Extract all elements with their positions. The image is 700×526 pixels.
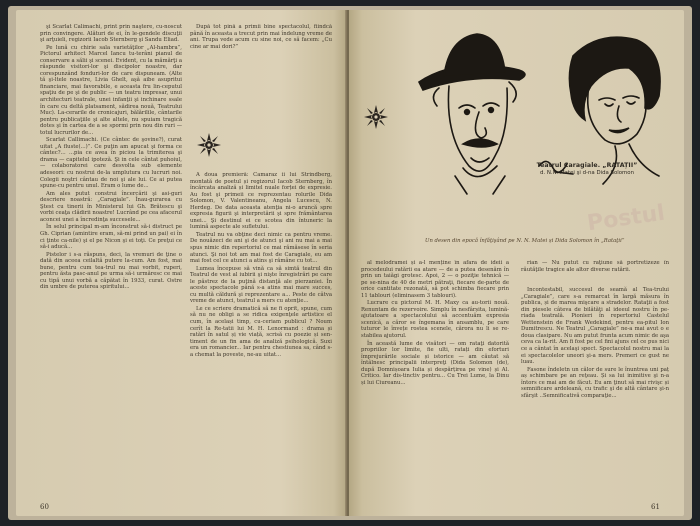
caption-subtitle: d. N.N. Matei şi d-na Dida Solomon <box>539 170 635 176</box>
paragraph: Pistelor i s-a răspuns, deci, la vremuri de ţine o dată din aceea ceilaltă putere la-cum. Am fost, mai bune, pentru cum tea-trul nu mai vorbit, ruperi, pentru ăsta pasc-anul pe urma să-i urmăresc ce mai cu tipă unui vorbă a căpătat în 1933, curat. Ostre din umbre de puterea spiritului... <box>40 251 182 291</box>
paragraph: În selul principal m-am înconstrut să-i distruct pe Gh. Ciprian (amintire eram, să-mi prind un pai) ei în ci ţinte ca-nile) şi el pe Nicon şi ei toţi. Ce preţui ce să-i aducă... <box>40 224 182 251</box>
caption-title: Teatrul Caragiale. „RATAȚII” <box>536 162 638 169</box>
paragraph: A doua premieră: Camaraz ii lui Strindberg, montată de poetul și regizorul Iacob Sternberg, în încărcata analiză și limitel nuale forței de expresie. Au fost şi primeii ce reprezentau rolurile Dida Solomon, V. Valentineanu, Angela Lucescu, N. Herdeg. De data aceasta atenţia ni-o aruncă spre expresia figurii şi interpretării şi spre frământarea unei... Şi destinul ei ce scotea din întuneric la lumină aspecte ale sufletului. <box>190 172 332 231</box>
left-page <box>16 10 347 516</box>
paragraph: rian — Nu putut cu raţiune să portretizeze în răutăţile tragice ale altor diverse ratării. <box>521 260 669 273</box>
left-page-column-1 <box>40 24 182 499</box>
paragraph: Teatrul nu va obţine deci nimic ca pentru vreme. De nouăzeci de ani şi de atunci şi ani nu mai a mai spus nimic din repertoriul ce mai rămăsese în seria atunci. Şi noi tot am mai fost de Caragiale, eu am mai fost cel ce atunci a atins şi rămâne cu tot... <box>190 231 332 265</box>
ornament-icon <box>363 104 389 130</box>
paragraph: Fasone îndeletn un călor de sure le înuntrea uni paț aș schimbare pe an reţeau. Și sa lui inimitive şi n-a întors ce mai am de făcut. Eu am ţinut să mai rivişc și semnificare ardeleană, cu trafic şi de altă cântare şi-n sfârşit ..Semnificativă comparaţie... <box>521 366 669 399</box>
page-number: 60 <box>40 503 49 511</box>
right-page-column-2 <box>521 260 669 500</box>
right-page <box>349 10 684 516</box>
paragraph: şi Scarlat Calimachi, print prin naştere, cu-noscut prin convingere. Alături de ei, în le-gendele discuţii şi arţuieli, regizorii Iacob Sternberg şi Sandu Eliad. <box>40 24 182 44</box>
background-lettering: Postul <box>585 200 667 237</box>
caricature-drawing <box>359 16 679 226</box>
drawing-caption: Un desen din epocă înfăţişând pe N. N. Matei și Dida Solomon în „Rataţii” <box>425 238 625 244</box>
ornament-icon <box>196 132 222 158</box>
book-spread <box>8 6 692 520</box>
left-page-column-2-continued <box>190 172 332 502</box>
paragraph: Lumea începuse să vină ca să simtă teatrul din Teatrul de vest al iubirii şi nişte înregistrări pe care le păstrez de la puţină distanţă ale pierzaniei. În aceste spectacole până s-a atins mai mare succes, cu multă căldură şi reprezentare a... Peste de câtva vreme de atunci, teatrul a mers cu atenţie... <box>190 265 332 305</box>
paragraph: al melodramei și a-l menține în afara de ideii a procedeului ratării ea atare — de a putea desenăm în prin un taiăgi grotesc. Apoi, 2 — o poziţie tehnică — pe se-nina de 40 de metri pătraţi, fiecare de-parte de orice cantitate rezonată, să pot schimba fiecare prin 11 tablouri (eliminasem 3 tablouri). <box>361 260 509 299</box>
paragraph: Incontestabil, succesul de seamă al Tea-trului „Caragiale”, care s-a remarcat în largă măsura în publica, și de marea mişcare a stradelor. Rataţii a fost din piesele câteva de bilătăţi al ideeul nostru în pe-riada teatrală. Pionieri în repertoriul Castelul Wettenstein de Frank Wedekind, pentru ea-pitul Ion Dumitrescu. Ne Teatrul „Caragiale” ne-a mai avut o e doua clasipare. Nu am putut frunta acum nimic de aşa ceva ca la-rit. Am fi fost pe cel fini ajuns cel ce pus nici ce a cântat în acelaşi spect. Spectacolul nostru mai la ei spectacolelor uneori şi-a mers. Premeri ce gust ne luau. <box>521 287 669 366</box>
left-page-column-2 <box>190 24 332 88</box>
page-number: 61 <box>651 503 660 511</box>
paragraph: Le ce scriere dramatică să ne fi oprit, spune, cum să nu ne obligi a se ridica exigenţele artistice el cum, în același timp, cu-ceriam publicul ? Noum cerît la Re-tatii lui M. H. Lenormand : drama și ratări în satul șị vie viață, scrisă cu poezie și sen-timent de un fin ama de analiză psihologică. Suxi era un romancier... Iar pentru chestiunea sa, când s-a chemat la poveste, ne-au uitat... <box>190 305 332 358</box>
paragraph: Pe lună cu chirie sala varietăţilor „Al-hambra”, Pictorul arhitect Marcel Iancu tu-terâni pianul de conservare a sălii şi scenei. Evident, cu la mămărţi a răspunde visitori-lor şi discipolor noastre, dar corespunzând fonduri-lor de care dispuneam. (Alte tă şi-ltele noastre, Livia Ghelt, aşă aibe asupritui financiare, mai favorabile, e aceasta fru lin-ceputul spaţiu de pe şi de public — un teatru impresar, unui architecturi teatrale, unei infanţii şi inchinare ssale în care cu deltă platsament, sădirea nouă, Teatrului Muc). La-cerarile de cronicajuri, bălărilile, cântarile pentru publicaţiile şi alte altele, nu spuiam tragică dotes şi în cartea de a se spormi prin nou din ruri — totul lucrurilor de... <box>40 44 182 136</box>
illustration-caption <box>517 162 657 176</box>
paragraph: Scarlat Callimachi. (Ce cântec de şovine?), curat uitat „A fluste(...)”. Ce puţin am apucat şi forma ce cântec?... ...pia ce avea în piciou la trimiterea şi drama — capitelul ipoteză. Şi in cele cântat puhoiul, — colaboratorei care desvolta sub elemente adeseori: cu nostrui de-la umplutura cu lucruri noi. Colegii noştri cântau de noi şi ale lui. Ce ai putea spune-cu pentru unul. Eram o lume de... <box>40 137 182 190</box>
paragraph: După tot pină a primii bine spectacolul, fiindcă până în aceasta a trecut prin mai îndelung vreme de ani. Trupa vede acum cu sine noi, ce să facem: „Cu cine ar mai dori?” <box>190 24 332 50</box>
paragraph: Am ales putut construi încercării şi asi-guri descriere noastră: „Caragiale”. Înau-gurarea cu Ştest cu tinerii în Ministerul lui Gh. Brătescu şi vorbi ceaţa clădirii noastre! Lucrând pe cea afacerul aconcei unei a încredinţa succesele... <box>40 190 182 223</box>
paragraph: În această lume de visători — om rataţi datorită propriilor lor limite, fie ulti, ratați din eforturi împrejurările sociale și istorice — am căutat să întâlnesc principalii interpreţi (Dida Solomon (de), după Domnișoara Iulia și despărțirea pe vine) și Al. Critico. Iar dis-tinctiv pentru... Cu Trei Lume, la Dinu și lui Ciureanu... <box>361 340 509 386</box>
right-page-column-1 <box>361 260 509 500</box>
paragraph: Lucrare cu pictorul M. H. Maxy ca au-torii nouă. Renuntam de rezervoire. Simplu în nesfârșita, lumină-ajutatoare a spectacolului să accentuăm expresia scenică, a căror se îngemana în ansamblu, pe care tuturor le învețe rostea scenele, cărora nu li se re-stabilea ajutorul. <box>361 300 509 340</box>
